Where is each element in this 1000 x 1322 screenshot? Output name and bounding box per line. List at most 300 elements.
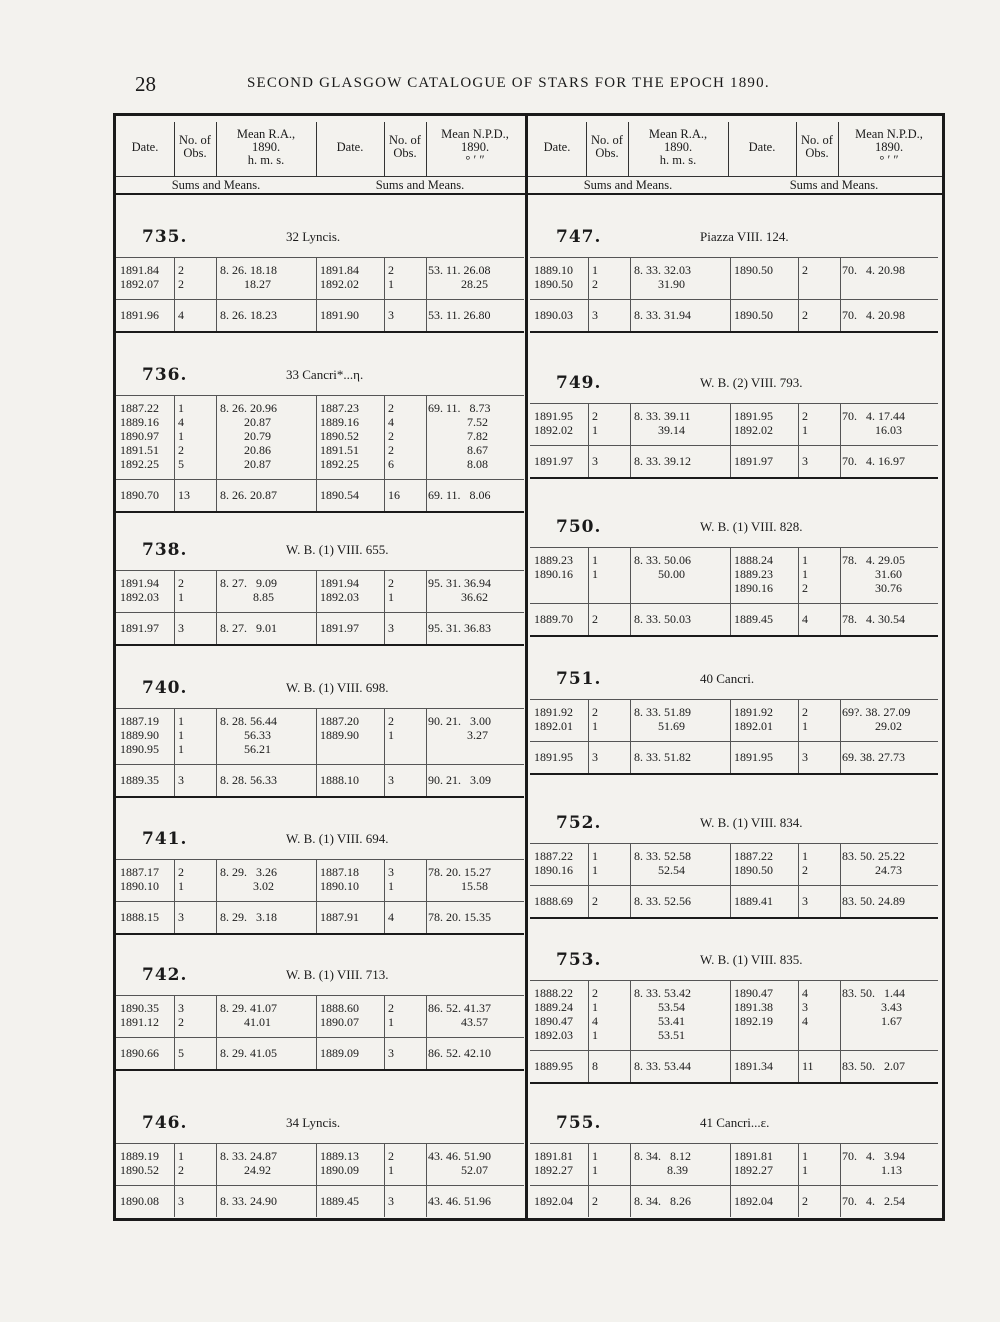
sum-cell: 1889.45 (734, 612, 773, 626)
sum-cell: 1892.04 (734, 1194, 773, 1208)
star-title (530, 1113, 938, 1137)
star-number: 753. (556, 950, 602, 970)
star-number: 735. (142, 227, 188, 247)
obs-cell: 1887.19 1889.90 1890.95 (120, 714, 159, 756)
obs-cell: 2 1 (802, 409, 808, 437)
sum-cell: 1887.91 (320, 910, 359, 924)
column-rule (216, 395, 217, 511)
column-rule (730, 257, 731, 331)
obs-cell: 8. 33. 51.89 51.69 (634, 705, 691, 733)
sum-rule (530, 603, 938, 604)
sum-cell: 70. 4. 16.97 (842, 454, 905, 468)
obs-cell: 1887.22 1890.16 (534, 849, 573, 877)
header-date: Date. (543, 139, 571, 154)
column-rule (426, 708, 427, 796)
star-title (116, 365, 524, 389)
obs-cell: 1887.22 1890.50 (734, 849, 773, 877)
sum-cell: 1889.35 (120, 773, 159, 787)
obs-cell: 8. 33. 52.58 52.54 (634, 849, 691, 877)
obs-cell: 2 4 2 2 6 (388, 401, 394, 471)
obs-cell: 1 1 2 (802, 553, 808, 595)
sum-cell: 4 (802, 612, 808, 626)
sum-cell: 1890.54 (320, 488, 359, 502)
star-name: W. B. (1) VIII. 713. (286, 967, 389, 982)
column-rule (730, 980, 731, 1082)
obs-cell: 8. 33. 32.03 31.90 (634, 263, 691, 291)
obs-cell: 8. 28. 56.44 56.33 56.21 (220, 714, 277, 756)
column-rule (840, 980, 841, 1082)
obs-cell: 78. 4. 29.05 31.60 30.76 (842, 553, 905, 595)
obs-cell: 8. 26. 20.96 20.87 20.79 20.86 20.87 (220, 401, 277, 471)
column-rule (630, 1143, 631, 1217)
column-rule (426, 859, 427, 933)
column-rule (174, 570, 175, 644)
block-rule (530, 331, 938, 333)
column-rule (174, 395, 175, 511)
column-rule (174, 1143, 175, 1217)
column-rule (840, 403, 841, 477)
block-rule (116, 796, 524, 798)
star-name: Piazza VIII. 124. (700, 229, 789, 244)
block-rule (116, 1069, 524, 1071)
column-rule (588, 980, 589, 1082)
sum-cell: 1889.41 (734, 894, 773, 908)
sum-cell: 69. 38. 27.73 (842, 750, 905, 764)
column-rule (426, 395, 427, 511)
column-rule (174, 859, 175, 933)
header-date-npd: Date. (748, 139, 776, 154)
obs-cell: 1891.95 1892.02 (734, 409, 773, 437)
sum-cell: 1891.95 (534, 750, 573, 764)
column-rule (588, 1143, 589, 1217)
column-rule (384, 995, 385, 1069)
obs-cell: 70. 4. 3.94 1.13 (842, 1149, 905, 1177)
column-rule (216, 570, 217, 644)
sum-rule (116, 299, 524, 300)
column-rule (588, 257, 589, 331)
column-rule (216, 995, 217, 1069)
page-title: SECOND GLASGOW CATALOGUE OF STARS FOR THE EPOCH 1890. (247, 75, 770, 91)
header-obs: No. of Obs. (179, 133, 211, 160)
sum-cell: 1889.70 (534, 612, 573, 626)
column-rule (630, 547, 631, 635)
column-rule (730, 547, 731, 635)
sum-cell: 1888.15 (120, 910, 159, 924)
obs-cell: 2 1 (178, 576, 184, 604)
star-title (116, 965, 524, 989)
obs-cell: 53. 11. 26.08 28.25 (428, 263, 491, 291)
column-rule (216, 257, 217, 331)
obs-cell: 1890.47 1891.38 1892.19 (734, 986, 773, 1028)
obs-cell: 1 2 (802, 849, 808, 877)
sum-cell: 2 (592, 612, 598, 626)
obs-cell: 43. 46. 51.90 52.07 (428, 1149, 491, 1177)
column-rule (384, 708, 385, 796)
obs-cell: 8. 26. 18.18 18.27 (220, 263, 277, 291)
sum-cell: 3 (388, 308, 394, 322)
star-block (116, 365, 524, 502)
sum-cell: 1890.50 (734, 308, 773, 322)
sum-cell: 1891.97 (120, 621, 159, 635)
sum-cell: 8. 33. 39.12 (634, 454, 691, 468)
sum-cell: 4 (388, 910, 394, 924)
sum-cell: 83. 50. 24.89 (842, 894, 905, 908)
column-rule (798, 257, 799, 331)
column-rule (316, 395, 317, 511)
obs-cell: 1890.35 1891.12 (120, 1001, 159, 1029)
sum-cell: 8. 26. 18.23 (220, 308, 277, 322)
star-number: 740. (142, 678, 188, 698)
column-rule (426, 570, 427, 644)
sum-cell: 8. 34. 8.26 (634, 1194, 691, 1208)
obs-cell: 95. 31. 36.94 36.62 (428, 576, 491, 604)
sum-cell: 8. 33. 52.56 (634, 894, 691, 908)
obs-cell: 8. 33. 39.11 39.14 (634, 409, 691, 437)
column-rule (730, 699, 731, 773)
star-title (116, 1113, 524, 1137)
column-rule (798, 699, 799, 773)
row-rule (116, 859, 524, 860)
obs-cell: 1889.10 1890.50 (534, 263, 573, 291)
star-name: W. B. (1) VIII. 698. (286, 680, 389, 695)
sum-cell: 1891.96 (120, 308, 159, 322)
star-number: 747. (556, 227, 602, 247)
sum-cell: 8. 29. 41.05 (220, 1046, 277, 1060)
row-rule (116, 257, 524, 258)
obs-cell: 2 1 (592, 705, 598, 733)
star-name: W. B. (1) VIII. 828. (700, 519, 803, 534)
obs-cell: 2 1 (802, 705, 808, 733)
row-rule (530, 403, 938, 404)
obs-cell: 1 4 1 2 5 (178, 401, 184, 471)
row-rule (530, 699, 938, 700)
star-block (116, 540, 524, 660)
sum-cell: 69. 11. 8.06 (428, 488, 491, 502)
star-number: 752. (556, 813, 602, 833)
column-rule (840, 843, 841, 917)
left-column (116, 0, 525, 1322)
column-rule (384, 570, 385, 644)
column-rule (630, 257, 631, 331)
obs-cell: 1888.22 1889.24 1890.47 1892.03 (534, 986, 573, 1042)
column-rule (630, 843, 631, 917)
sum-cell: 16 (388, 488, 400, 502)
column-rule (426, 995, 427, 1069)
column-rule (798, 1143, 799, 1217)
sum-cell: 5 (178, 1046, 184, 1060)
sum-cell: 3 (388, 621, 394, 635)
block-rule (530, 917, 938, 919)
block-rule (530, 477, 938, 479)
obs-cell: 3 1 (388, 865, 394, 893)
star-block (530, 373, 938, 493)
star-block (116, 965, 524, 1085)
obs-cell: 1887.17 1890.10 (120, 865, 159, 893)
column-rule (316, 859, 317, 933)
column-rule (840, 1143, 841, 1217)
column-rule (630, 403, 631, 477)
sum-cell: 3 (802, 750, 808, 764)
column-rule (588, 699, 589, 773)
obs-cell: 70. 4. 20.98 (842, 263, 905, 277)
star-block (116, 829, 524, 949)
star-number: 749. (556, 373, 602, 393)
column-rule (426, 257, 427, 331)
obs-cell: 8. 27. 9.09 8.85 (220, 576, 277, 604)
obs-cell: 1891.84 1892.02 (320, 263, 359, 291)
sum-cell: 3 (802, 894, 808, 908)
star-name: W. B. (1) VIII. 834. (700, 815, 803, 830)
sum-cell: 8. 33. 53.44 (634, 1059, 691, 1073)
sum-cell: 70. 4. 20.98 (842, 308, 905, 322)
sum-cell: 90. 21. 3.09 (428, 773, 491, 787)
column-rule (840, 699, 841, 773)
sum-cell: 3 (592, 750, 598, 764)
sum-cell: 3 (178, 773, 184, 787)
obs-cell: 1891.92 1892.01 (734, 705, 773, 733)
star-block (530, 950, 938, 1073)
row-rule (530, 980, 938, 981)
obs-cell: 1891.94 1892.03 (320, 576, 359, 604)
sum-cell: 1891.97 (320, 621, 359, 635)
obs-cell: 4 3 4 (802, 986, 808, 1028)
obs-cell: 1888.60 1890.07 (320, 1001, 359, 1029)
obs-cell: 1891.95 1892.02 (534, 409, 573, 437)
star-number: 738. (142, 540, 188, 560)
sums-label-ra: Sums and Means. (583, 178, 673, 192)
sum-cell: 8. 33. 51.82 (634, 750, 691, 764)
sum-rule (116, 901, 524, 902)
column-rule (798, 547, 799, 635)
column-rule (840, 257, 841, 331)
star-title (530, 813, 938, 837)
column-rule (316, 708, 317, 796)
star-name: 33 Cancri*...η. (286, 367, 364, 382)
obs-cell: 2 1 (388, 576, 394, 604)
sum-cell: 3 (592, 454, 598, 468)
column-rule (384, 859, 385, 933)
column-rule (174, 257, 175, 331)
star-name: 40 Cancri. (700, 671, 755, 686)
obs-cell: 1889.13 1890.09 (320, 1149, 359, 1177)
sum-rule (116, 1037, 524, 1038)
obs-cell: 83. 50. 25.22 24.73 (842, 849, 905, 877)
column-rule (216, 1143, 217, 1217)
column-rule (798, 980, 799, 1082)
row-rule (530, 843, 938, 844)
sum-cell: 4 (178, 308, 184, 322)
obs-cell: 1889.19 1890.52 (120, 1149, 159, 1177)
sum-cell: 3 (178, 621, 184, 635)
sum-rule (116, 612, 524, 613)
obs-cell: 78. 20. 15.27 15.58 (428, 865, 491, 893)
sum-cell: 1891.95 (734, 750, 773, 764)
row-rule (116, 1143, 524, 1144)
sum-cell: 3 (592, 308, 598, 322)
star-block (530, 1113, 938, 1233)
obs-cell: 1891.81 1892.27 (534, 1149, 573, 1177)
sum-cell: 2 (592, 1194, 598, 1208)
column-rule (730, 1143, 731, 1217)
obs-cell: 1 1 (592, 1149, 598, 1177)
column-rule (798, 843, 799, 917)
obs-cell: 2 (802, 263, 808, 277)
sum-cell: 8. 28. 56.33 (220, 773, 277, 787)
sum-cell: 53. 11. 26.80 (428, 308, 491, 322)
star-name: W. B. (1) VIII. 694. (286, 831, 389, 846)
star-name: W. B. (2) VIII. 793. (700, 375, 803, 390)
column-rule (630, 980, 631, 1082)
star-block (530, 669, 938, 789)
obs-cell: 1887.22 1889.16 1890.97 1891.51 1892.25 (120, 401, 159, 471)
obs-cell: 8. 33. 50.06 50.00 (634, 553, 691, 581)
sum-rule (116, 1185, 524, 1186)
column-rule (630, 699, 631, 773)
star-title (530, 373, 938, 397)
star-title (116, 829, 524, 853)
block-rule (116, 644, 524, 646)
sum-cell: 8. 33. 24.90 (220, 1194, 277, 1208)
sum-cell: 1888.69 (534, 894, 573, 908)
star-title (530, 227, 938, 251)
obs-cell: 1887.23 1889.16 1890.52 1891.51 1892.25 (320, 401, 359, 471)
star-number: 746. (142, 1113, 188, 1133)
sum-cell: 8. 33. 50.03 (634, 612, 691, 626)
star-title (530, 517, 938, 541)
obs-cell: 1 1 (592, 553, 598, 581)
sum-cell: 1890.08 (120, 1194, 159, 1208)
header-npd: Mean N.P.D., 1890. ° ′ ″ (855, 126, 923, 167)
column-rule (798, 403, 799, 477)
star-name: 32 Lyncis. (286, 229, 341, 244)
obs-cell: 1 2 (592, 263, 598, 291)
sum-cell: 3 (802, 454, 808, 468)
sum-cell: 1891.97 (734, 454, 773, 468)
star-name: 34 Lyncis. (286, 1115, 341, 1130)
header-date-npd: Date. (336, 139, 364, 154)
obs-cell: 90. 21. 3.00 3.27 (428, 714, 491, 742)
obs-cell: 1888.24 1889.23 1890.16 (734, 553, 773, 595)
column-rule (840, 547, 841, 635)
column-rule (316, 995, 317, 1069)
sums-label-npd: Sums and Means. (375, 178, 465, 192)
star-title (530, 669, 938, 693)
block-rule (116, 933, 524, 935)
column-rule (174, 995, 175, 1069)
star-number: 736. (142, 365, 188, 385)
star-name: W. B. (1) VIII. 835. (700, 952, 803, 967)
sum-rule (530, 1185, 938, 1186)
column-rule (730, 843, 731, 917)
obs-cell: 2 1 (388, 263, 394, 291)
page-number: 28 (135, 72, 156, 96)
row-rule (530, 547, 938, 548)
star-title (116, 227, 524, 251)
obs-cell: 2 1 (592, 409, 598, 437)
sum-cell: 95. 31. 36.83 (428, 621, 491, 635)
header-ra: Mean R.A., 1890. h. m. s. (648, 126, 708, 167)
right-column (530, 0, 942, 1322)
sum-cell: 3 (388, 773, 394, 787)
sum-cell: 43. 46. 51.96 (428, 1194, 491, 1208)
star-title (116, 540, 524, 564)
obs-cell: 70. 4. 17.44 16.03 (842, 409, 905, 437)
column-rule (384, 257, 385, 331)
sum-cell: 8. 27. 9.01 (220, 621, 277, 635)
header-npd: Mean N.P.D., 1890. ° ′ ″ (441, 126, 509, 167)
star-number: 755. (556, 1113, 602, 1133)
column-rule (216, 708, 217, 796)
sum-cell: 8. 33. 31.94 (634, 308, 691, 322)
sum-cell: 11 (802, 1059, 814, 1073)
row-rule (530, 1143, 938, 1144)
obs-cell: 8. 29. 41.07 41.01 (220, 1001, 277, 1029)
sum-rule (530, 885, 938, 886)
obs-cell: 8. 33. 24.87 24.92 (220, 1149, 277, 1177)
obs-cell: 1891.81 1892.27 (734, 1149, 773, 1177)
column-rule (730, 403, 731, 477)
obs-cell: 1887.18 1890.10 (320, 865, 359, 893)
sum-cell: 78. 20. 15.35 (428, 910, 491, 924)
star-number: 742. (142, 965, 188, 985)
sum-cell: 1890.70 (120, 488, 159, 502)
block-rule (530, 1082, 938, 1084)
star-block (530, 227, 938, 347)
obs-cell: 1889.23 1890.16 (534, 553, 573, 581)
obs-cell: 1891.92 1892.01 (534, 705, 573, 733)
header-obs: No. of Obs. (591, 133, 623, 160)
sum-cell: 78. 4. 30.54 (842, 612, 905, 626)
sum-cell: 1891.90 (320, 308, 359, 322)
obs-cell: 8. 34. 8.12 8.39 (634, 1149, 691, 1177)
row-rule (116, 995, 524, 996)
obs-cell: 8. 33. 53.42 53.54 53.41 53.51 (634, 986, 691, 1042)
column-rule (174, 708, 175, 796)
obs-cell: 1 1 (592, 849, 598, 877)
obs-cell: 69. 11. 8.73 7.52 7.82 8.67 8.08 (428, 401, 491, 471)
sum-cell: 1890.03 (534, 308, 573, 322)
obs-cell: 1891.94 1892.03 (120, 576, 159, 604)
obs-cell: 8. 29. 3.26 3.02 (220, 865, 277, 893)
sum-cell: 8 (592, 1059, 598, 1073)
obs-cell: 3 2 (178, 1001, 184, 1029)
block-rule (530, 635, 938, 637)
obs-cell: 1891.84 1892.07 (120, 263, 159, 291)
sum-rule (530, 445, 938, 446)
sum-cell: 70. 4. 2.54 (842, 1194, 905, 1208)
column-rule (588, 403, 589, 477)
sum-cell: 1891.34 (734, 1059, 773, 1073)
sum-rule (116, 764, 524, 765)
sum-cell: 2 (802, 308, 808, 322)
sum-cell: 1889.09 (320, 1046, 359, 1060)
sum-cell: 3 (388, 1194, 394, 1208)
sum-cell: 2 (802, 1194, 808, 1208)
star-number: 751. (556, 669, 602, 689)
column-rule (316, 570, 317, 644)
sums-label-npd: Sums and Means. (789, 178, 879, 192)
star-block (116, 678, 524, 798)
row-rule (116, 570, 524, 571)
sum-cell: 1892.04 (534, 1194, 573, 1208)
sum-cell: 1889.95 (534, 1059, 573, 1073)
block-rule (530, 773, 938, 775)
sum-cell: 8. 26. 20.87 (220, 488, 277, 502)
sum-cell: 3 (388, 1046, 394, 1060)
sum-rule (530, 741, 938, 742)
star-block (530, 813, 938, 933)
star-number: 750. (556, 517, 602, 537)
